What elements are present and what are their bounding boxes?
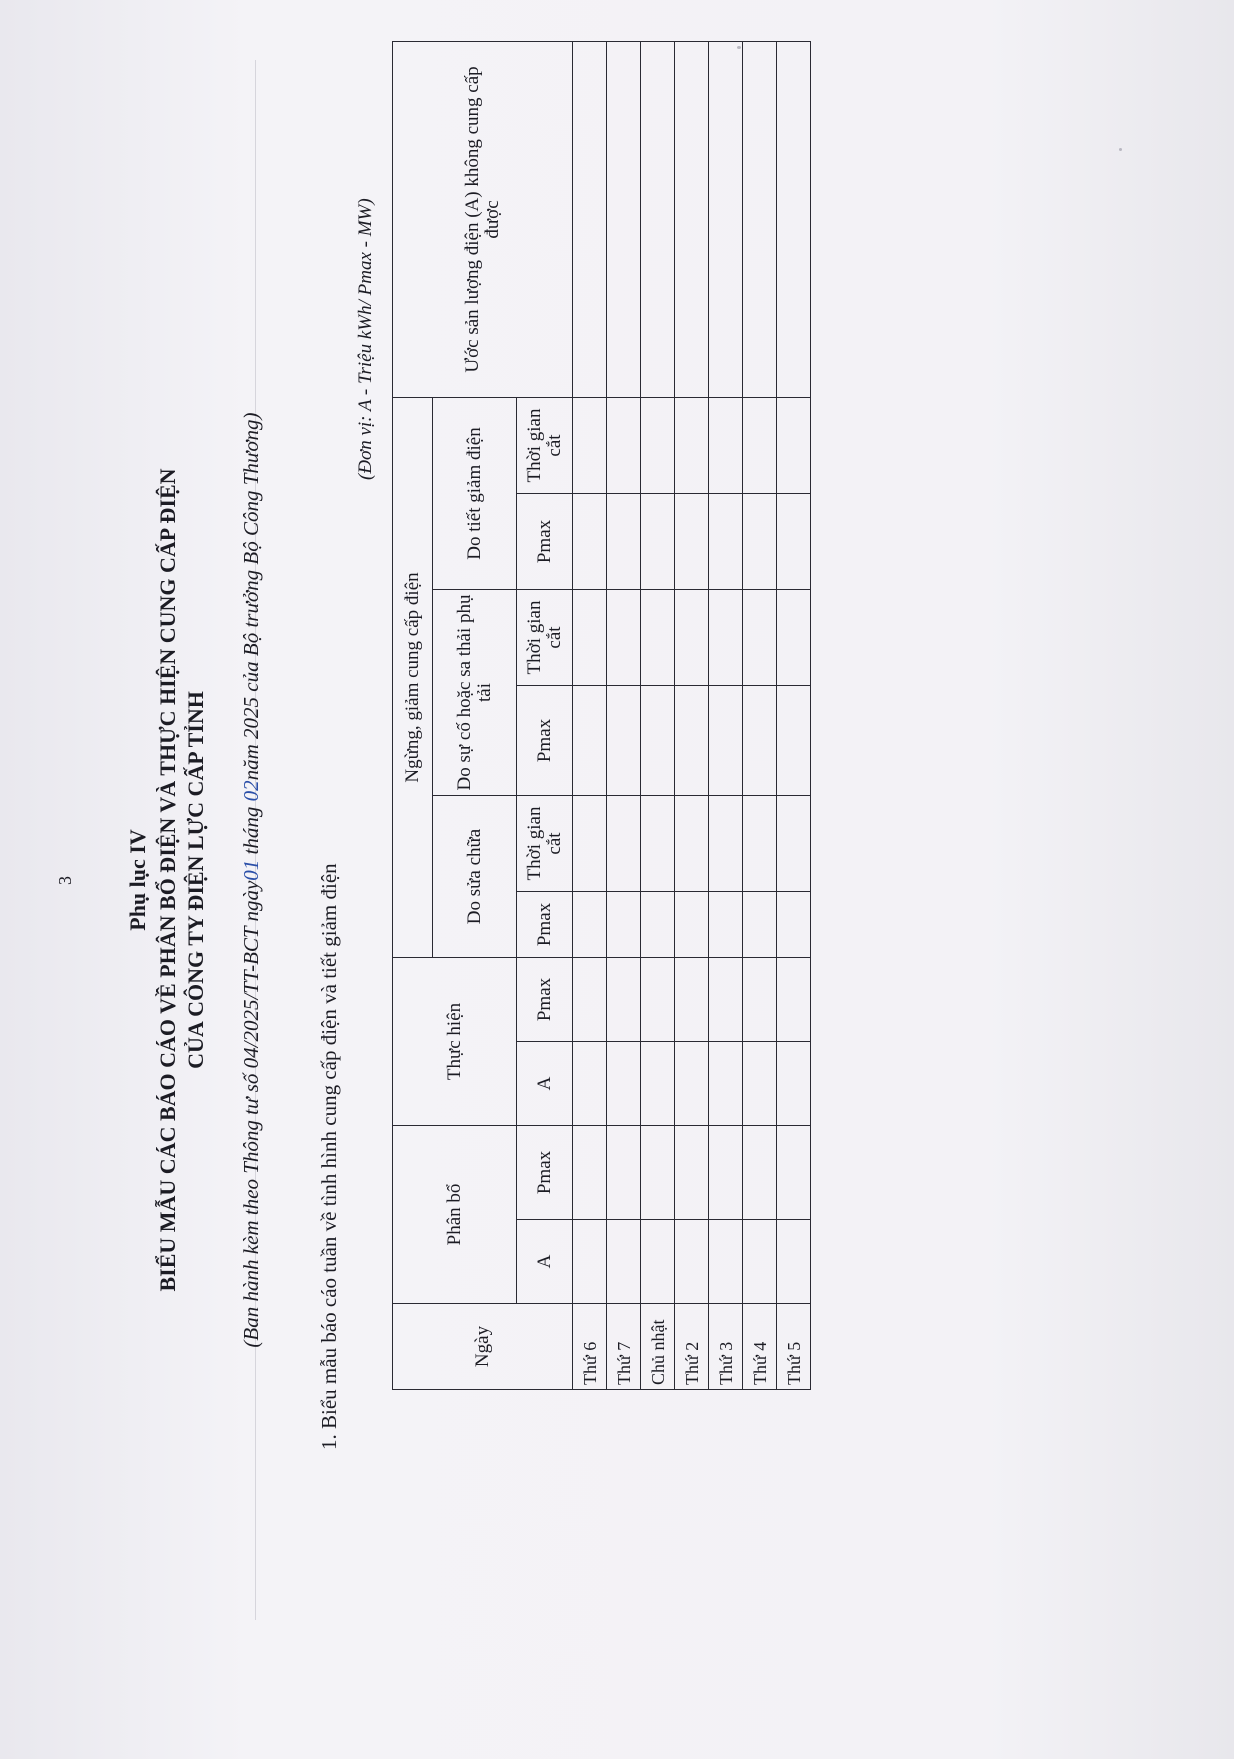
header-phan-bo: Phân bổ (393, 1126, 517, 1304)
table-cell[interactable] (641, 590, 675, 686)
table-cell[interactable] (675, 958, 709, 1042)
header-pmax: Pmax (517, 958, 573, 1042)
header-row-1 (393, 42, 433, 1390)
table-cell[interactable] (641, 1042, 675, 1126)
table-cell[interactable] (675, 1220, 709, 1304)
table-cell[interactable] (573, 686, 607, 796)
document-title-line2: CỦA CÔNG TY ĐIỆN LỰC CẤP TỈNH (183, 691, 208, 1069)
header-thuc-hien: Thực hiện (393, 958, 517, 1126)
issuance-prefix: (Ban hành kèm theo Thông tư số (239, 1068, 263, 1348)
row-label: Thứ 6 (573, 1304, 607, 1390)
table-cell[interactable] (675, 398, 709, 494)
circular-number: 04 (239, 1047, 263, 1069)
header-ngung-giam: Ngừng, giảm cung cấp điện (393, 398, 433, 958)
row-label: Thứ 5 (777, 1304, 811, 1390)
table-cell[interactable] (777, 958, 811, 1042)
table-cell[interactable] (641, 958, 675, 1042)
table-cell[interactable] (641, 892, 675, 958)
row-label: Thứ 4 (743, 1304, 777, 1390)
table-cell[interactable] (675, 796, 709, 892)
rotated-page (17, 66, 1197, 1660)
table-row (573, 42, 607, 1390)
unit-note: (Đơn vị: A - Triệu kWh/ Pmax - MW) (355, 198, 376, 480)
table-cell[interactable] (573, 398, 607, 494)
table-row (641, 42, 675, 1390)
table-cell[interactable] (573, 1220, 607, 1304)
table-cell[interactable] (641, 1220, 675, 1304)
table-cell[interactable] (777, 686, 811, 796)
table-cell[interactable] (573, 494, 607, 590)
header-do-tiet-giam: Do tiết giảm điện (433, 398, 517, 590)
table-cell[interactable] (573, 590, 607, 686)
appendix-label: Phụ lục IV (125, 829, 150, 931)
table-cell[interactable] (777, 796, 811, 892)
table-cell[interactable] (777, 42, 811, 398)
table-cell[interactable] (777, 494, 811, 590)
table-cell[interactable] (777, 1220, 811, 1304)
table-cell[interactable] (607, 1220, 641, 1304)
table-row (607, 42, 641, 1390)
table-cell[interactable] (573, 796, 607, 892)
table-cell[interactable] (709, 42, 743, 398)
header-do-su-co: Do sự cố hoặc sa thải phụ tải (433, 590, 517, 796)
table-cell[interactable] (573, 1042, 607, 1126)
table-cell[interactable] (675, 1042, 709, 1126)
document-title-line1: BIỂU MẪU CÁC BÁO CÁO VỀ PHÂN BỔ ĐIỆN VÀ THỰC HIỆN CUNG CẤP ĐIỆN (155, 468, 180, 1292)
table-cell[interactable] (675, 494, 709, 590)
page-number: 3 (55, 876, 75, 885)
table-cell[interactable] (675, 1126, 709, 1220)
table-cell[interactable] (743, 892, 777, 958)
table-cell[interactable] (641, 796, 675, 892)
table-cell[interactable] (675, 686, 709, 796)
table-cell[interactable] (607, 796, 641, 892)
table-cell[interactable] (607, 42, 641, 398)
table-cell[interactable] (675, 42, 709, 398)
table-cell[interactable] (641, 1126, 675, 1220)
section-heading: 1. Biểu mẫu báo cáo tuần về tình hình cung cấp điện và tiết giảm điện (317, 863, 341, 1450)
table-cell[interactable] (777, 1042, 811, 1126)
table-cell[interactable] (743, 958, 777, 1042)
row-label: Chủ nhật (641, 1304, 675, 1390)
table-cell[interactable] (743, 686, 777, 796)
header-pmax: Pmax (517, 892, 573, 958)
table-cell[interactable] (709, 1220, 743, 1304)
header-a: A (517, 1042, 573, 1126)
header-thoi-gian-cat: Thời gian cắt (517, 398, 573, 494)
table-cell[interactable] (573, 1126, 607, 1220)
table-row (709, 42, 743, 1390)
table-cell[interactable] (641, 42, 675, 398)
table-cell[interactable] (607, 1126, 641, 1220)
table-cell[interactable] (641, 686, 675, 796)
table-cell[interactable] (743, 590, 777, 686)
table-cell[interactable] (709, 796, 743, 892)
table-cell[interactable] (709, 1126, 743, 1220)
table-cell[interactable] (777, 590, 811, 686)
table-cell[interactable] (743, 1042, 777, 1126)
table-cell[interactable] (607, 398, 641, 494)
table-cell[interactable] (777, 398, 811, 494)
table-cell[interactable] (573, 958, 607, 1042)
table-cell[interactable] (777, 892, 811, 958)
header-pmax: Pmax (517, 494, 573, 590)
table-row (743, 42, 777, 1390)
row-label: Thứ 2 (675, 1304, 709, 1390)
table-cell[interactable] (743, 796, 777, 892)
row-label: Thứ 3 (709, 1304, 743, 1390)
header-pmax: Pmax (517, 1126, 573, 1220)
table-cell[interactable] (709, 494, 743, 590)
issuance-mid2: tháng (239, 801, 263, 860)
header-do-sua-chua: Do sửa chữa (433, 796, 517, 958)
header-ngay: Ngày (393, 1304, 573, 1390)
table-cell[interactable] (743, 494, 777, 590)
table-cell[interactable] (743, 42, 777, 398)
issuance-mid1: /2025/TT-BCT ngày (239, 880, 263, 1048)
table-cell[interactable] (675, 590, 709, 686)
header-uoc-san-luong: Ước sản lượng điện (A) không cung cấp được (393, 42, 573, 398)
table-cell[interactable] (743, 1220, 777, 1304)
table-row (777, 42, 811, 1390)
table-cell[interactable] (641, 398, 675, 494)
table-cell[interactable] (675, 892, 709, 958)
header-thoi-gian-cat: Thời gian cắt (517, 796, 573, 892)
table-cell[interactable] (709, 686, 743, 796)
table-cell[interactable] (607, 494, 641, 590)
handwritten-day: 01 (239, 859, 263, 881)
header-pmax: Pmax (517, 686, 573, 796)
table-cell[interactable] (607, 1042, 641, 1126)
table-cell[interactable] (709, 958, 743, 1042)
table-cell[interactable] (641, 494, 675, 590)
table-cell[interactable] (607, 590, 641, 686)
issuance-note (239, 100, 264, 1660)
header-a: A (517, 1220, 573, 1304)
header-thoi-gian-cat: Thời gian cắt (517, 590, 573, 686)
table-cell[interactable] (709, 398, 743, 494)
table-cell[interactable] (743, 398, 777, 494)
table-row (675, 42, 709, 1390)
weekly-report-table (392, 41, 811, 1390)
table-cell[interactable] (709, 892, 743, 958)
table-cell[interactable] (573, 892, 607, 958)
table-cell[interactable] (777, 1126, 811, 1220)
table-cell[interactable] (709, 1042, 743, 1126)
handwritten-month: 02 (239, 780, 263, 802)
row-label: Thứ 7 (607, 1304, 641, 1390)
table-cell[interactable] (709, 590, 743, 686)
issuance-suffix: năm 2025 của Bộ trưởng Bộ Công Thương) (239, 412, 263, 781)
table-cell[interactable] (573, 42, 607, 398)
table-cell[interactable] (607, 892, 641, 958)
table-cell[interactable] (743, 1126, 777, 1220)
table-cell[interactable] (607, 686, 641, 796)
table-cell[interactable] (607, 958, 641, 1042)
